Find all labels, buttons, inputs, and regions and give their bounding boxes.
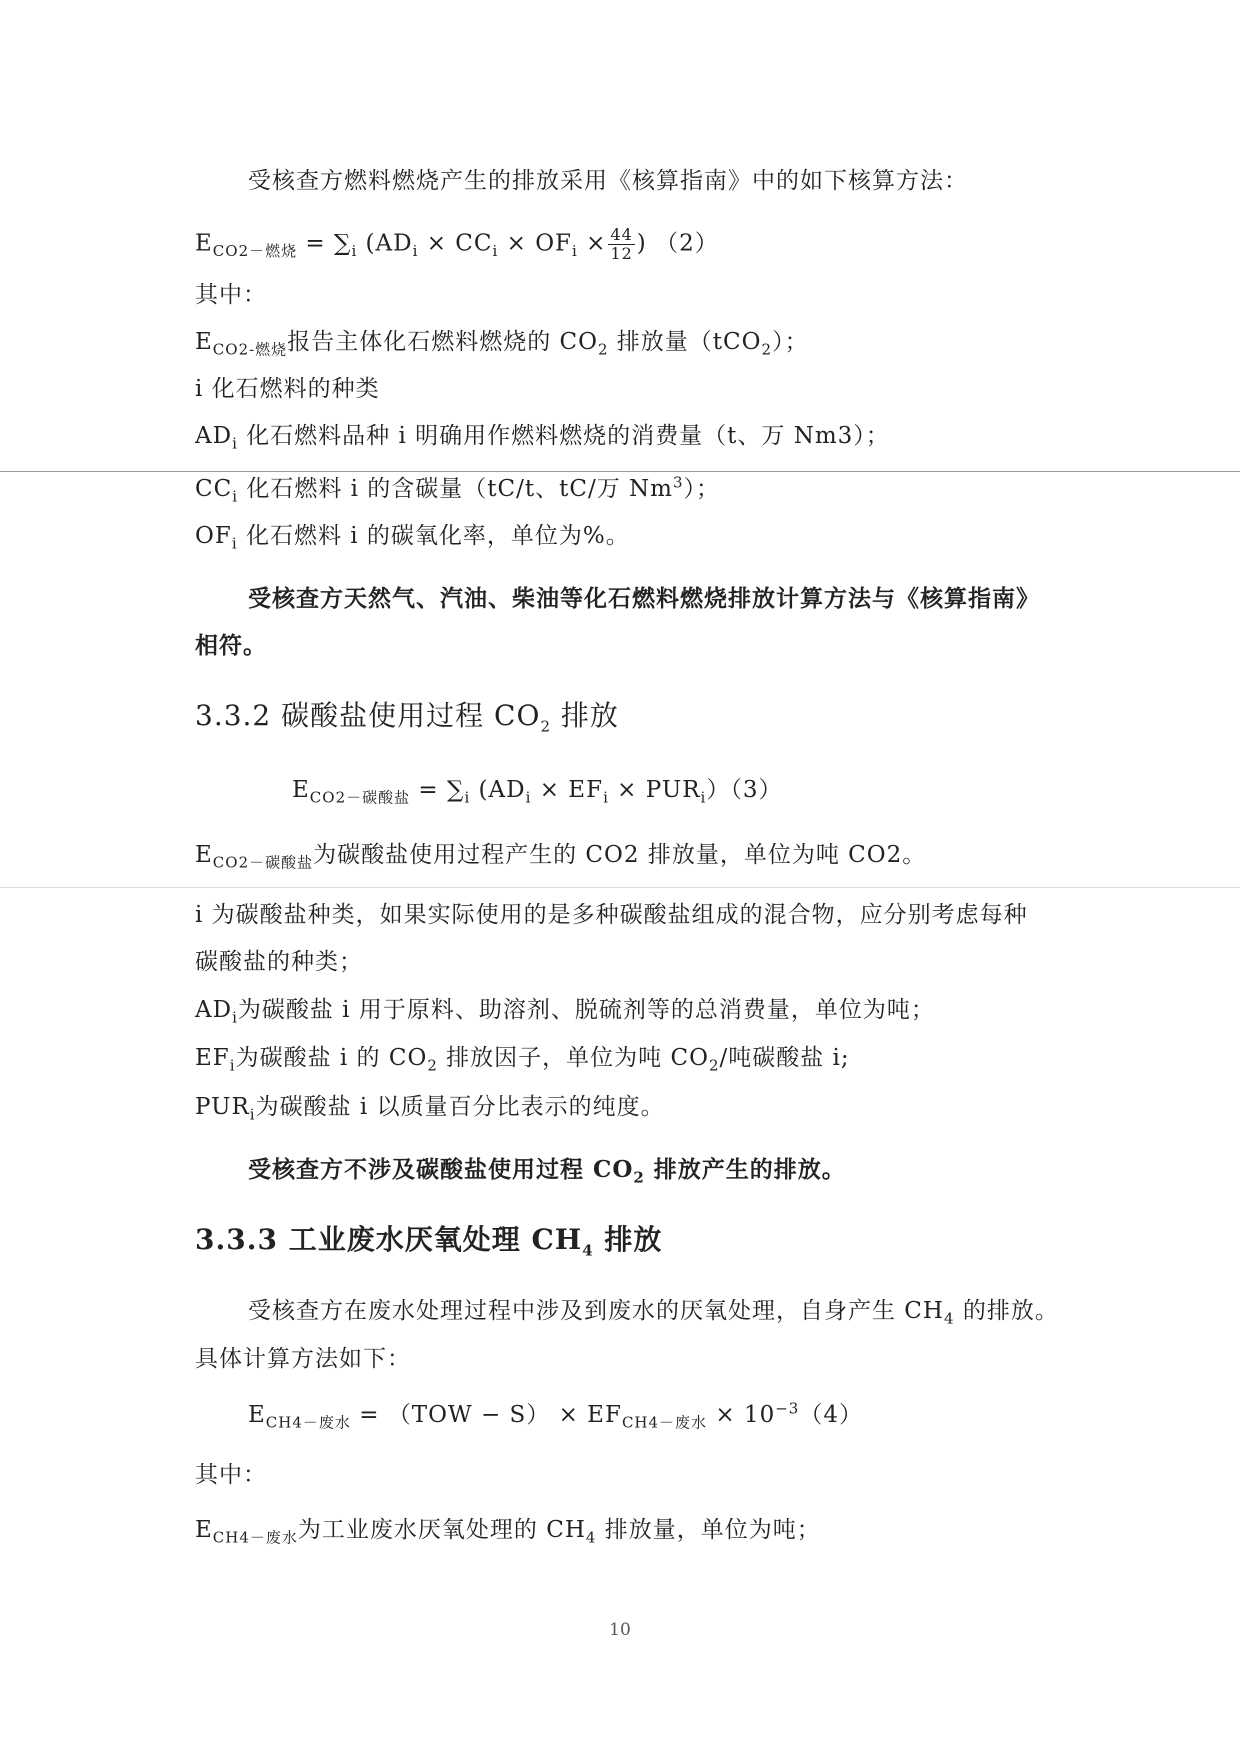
carbonate-definition-e: $E_{CO2-碳酸盐}$为碳酸盐使用过程产生的 CO2 排放量，单位为吨 CO2。 (195, 842, 927, 872)
definition-i: i 化石燃料的种类 (195, 376, 380, 402)
conclusion-paragraph-1: 受核查方天然气、汽油、柴油等化石燃料燃烧排放计算方法与《核算指南》 (248, 585, 1040, 612)
section-heading-3-3-3: 3.3.3 工业废水厌氧处理 $CH_4$ 排放 (195, 1223, 663, 1260)
qizhong-label: 其中： (195, 282, 267, 308)
wastewater-intro: 受核查方在废水处理过程中涉及到废水的厌氧处理，自身产生 $CH_4$ 的排放。 (248, 1298, 1059, 1328)
scan-line (0, 471, 1240, 472)
definition-e-co2: $E_{CO2-燃烧}$报告主体化石燃料燃烧的 $CO_2$ 排放量（tCO$_2$）； (195, 329, 809, 359)
definition-cc: $CC_i$ 化石燃料 i 的含碳量（tC/t、tC/万 Nm$^3$）； (195, 473, 721, 506)
conclusion-paragraph-2: 受核查方不涉及碳酸盐使用过程 $CO_2$ 排放产生的排放。 (248, 1156, 846, 1187)
equation-2: $E_{CO2-燃烧} = \sum_i$ ($AD_i \times CC_i \times OF_i$ × $\frac{44}{12}$ ) （2） (195, 225, 719, 263)
wastewater-intro-cont: 具体计算方法如下： (195, 1346, 411, 1372)
carbonate-definition-ef: $EF_i$为碳酸盐 i 的 $CO_2$ 排放因子，单位为吨 $CO_2/$吨碳酸盐 i; (195, 1045, 850, 1075)
definition-of: $OF_i$ 化石燃料 i 的碳氧化率，单位为%。 (195, 523, 630, 553)
wastewater-definition-e: $E_{CH4-废水}$为工业废水厌氧处理的 $CH_4$ 排放量，单位为吨； (195, 1517, 821, 1547)
intro-paragraph: 受核查方燃料燃烧产生的排放采用《核算指南》中的如下核算方法： (248, 168, 968, 194)
page-number: 10 (609, 1620, 631, 1640)
carbonate-definition-pur: $PUR_i$为碳酸盐 i 以质量百分比表示的纯度。 (195, 1094, 665, 1124)
qizhong-label-2: 其中： (195, 1462, 267, 1488)
scan-line-faint (0, 887, 1240, 888)
equation-3: $E_{CO2-碳酸盐} = \sum_i$ $(AD_i \times EF_i \times PUR_i)(3)$ (292, 777, 783, 807)
carbonate-definition-i-cont: 碳酸盐的种类； (195, 949, 363, 975)
conclusion-paragraph-1-cont: 相符。 (195, 632, 267, 659)
section-heading-3-3-2: 3.3.2 碳酸盐使用过程 $CO_2$ 排放 (195, 699, 619, 736)
equation-4: $E_{CH4-废水} = (TOW - S) \times EF_{CH4-废水} \times 10^{-3}(4)$ (248, 1399, 863, 1432)
fraction-44-12: $\frac{44}{12}$ (610, 225, 633, 263)
carbonate-definition-i: i 为碳酸盐种类，如果实际使用的是多种碳酸盐组成的混合物，应分别考虑每种 (195, 902, 1028, 928)
definition-ad: $AD_i$ 化石燃料品种 i 明确用作燃料燃烧的消费量（t、万 Nm3）； (195, 423, 890, 453)
carbonate-definition-ad: $AD_i$为碳酸盐 i 用于原料、助溶剂、脱硫剂等的总消费量，单位为吨； (195, 997, 935, 1027)
